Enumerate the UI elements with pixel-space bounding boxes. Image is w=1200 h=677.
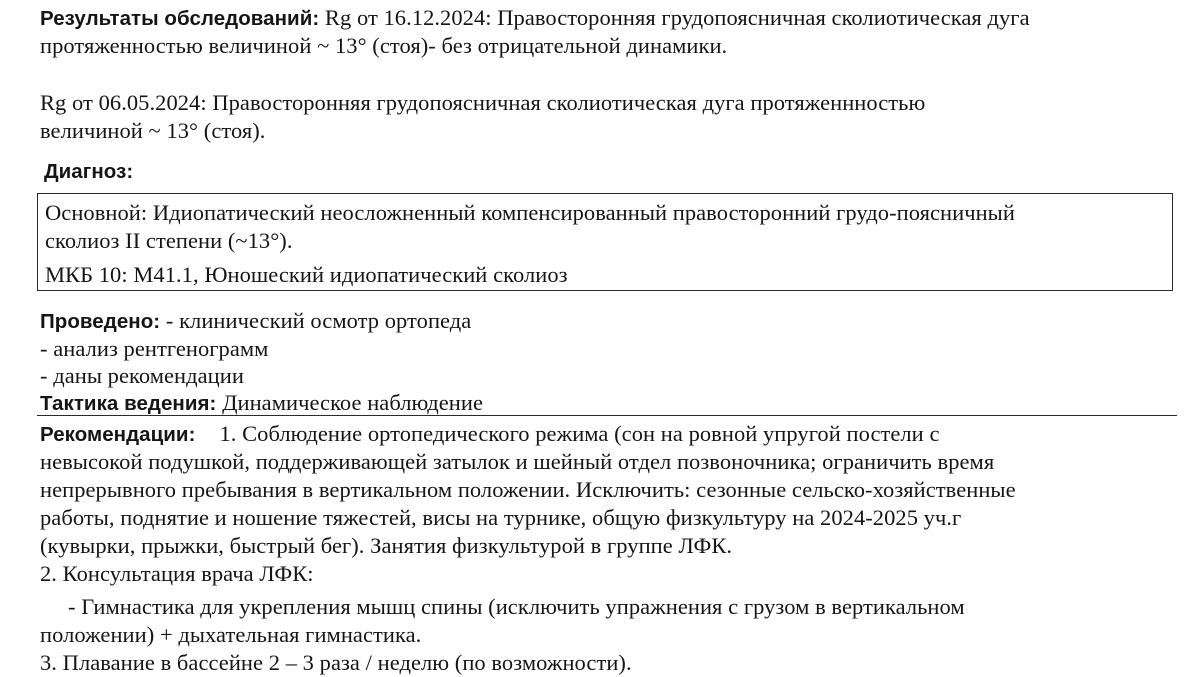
recommendations-line-6: 2. Консультация врача ЛФК: — [40, 561, 314, 586]
recommendations-line-8: положении) + дыхательная гимнастика. — [40, 622, 422, 647]
recommendations-line-7: - Гимнастика для укрепления мышц спины (исключить упражнения с грузом в вертикальном — [68, 594, 965, 619]
performed-item-1: - клинический осмотр ортопеда — [160, 308, 472, 333]
performed-item-2: - анализ рентгенограмм — [40, 336, 269, 361]
results-line-3: Rg от 06.05.2024: Правосторонняя грудопоясничная сколиотическая дуга протяженнностью — [40, 90, 926, 115]
recommendations-line-4: работы, поднятие и ношение тяжестей, висы на турнике, общую физкультуру на 2024-2025 уч.г — [40, 505, 962, 530]
recommendations-line-2: невысокой подушкой, поддерживающей затылок и шейный отдел позвоночника; ограничить время — [40, 449, 995, 474]
diagnosis-main-line-2: сколиоз II степени (~13°). — [45, 228, 293, 253]
tactics-line — [40, 389, 483, 417]
tactics-value: Динамическое наблюдение — [216, 390, 484, 415]
diagnosis-label: Диагноз: — [44, 160, 134, 183]
performed-item-3: - даны рекомендации — [40, 363, 244, 388]
results-text-1: Rg от 16.12.2024: Правосторонняя грудопоясничная сколиотическая дуга — [319, 5, 1030, 30]
tactics-label: Тактика ведения: — [40, 392, 217, 415]
recommendations-line-5: (кувырки, прыжки, быстрый бег). Занятия физкультурой в группе ЛФК. — [40, 533, 733, 558]
results-label: Результаты обследований: — [40, 7, 320, 30]
recommendations-label: Рекомендации: — [40, 423, 196, 446]
recommendations-line-9: 3. Плавание в бассейне 2 – 3 раза / неделю (по возможности). — [40, 650, 632, 675]
performed-label: Проведено: — [40, 310, 161, 333]
diagnosis-icd: МКБ 10: M41.1, Юношеский идиопатический сколиоз — [45, 262, 568, 287]
results-line-4: величиной ~ 13° (стоя). — [40, 118, 266, 143]
recommendations-line-3: непрерывного пребывания в вертикальном положении. Исключить: сезонные сельско-хозяйственные — [40, 477, 1016, 502]
recommendations-line-1 — [40, 420, 939, 448]
results-line-1 — [40, 4, 1030, 32]
recommendations-text-1: 1. Соблюдение ортопедического режима (сон на ровной упругой постели с — [219, 421, 940, 446]
performed-line-1 — [40, 307, 471, 335]
results-line-2: протяженностью величиной ~ 13° (стоя)- без отрицательной динамики. — [40, 33, 728, 58]
diagnosis-heading — [44, 157, 133, 185]
divider-line — [37, 415, 1177, 416]
diagnosis-main-line-1: Основной: Идиопатический неосложненный компенсированный правосторонний грудо-поясничный — [45, 200, 1015, 225]
